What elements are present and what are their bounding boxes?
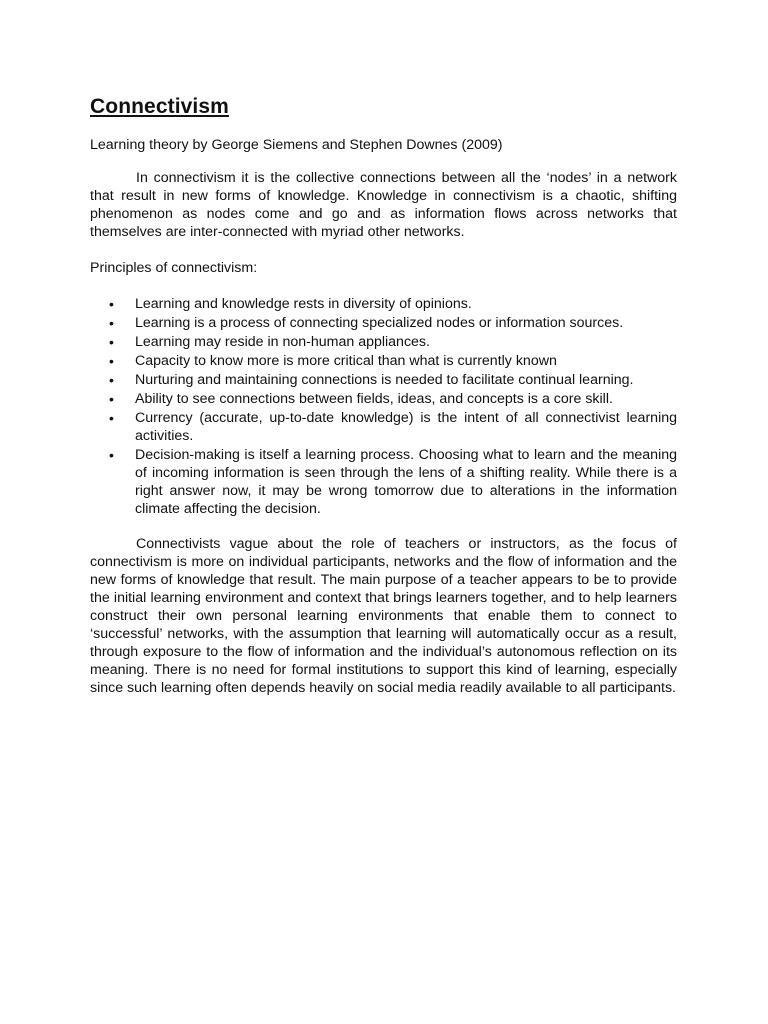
principle-item	[90, 314, 677, 332]
principles-list	[90, 295, 677, 518]
principle-text: Capacity to know more is more critical than what is currently known	[135, 353, 557, 369]
bullet-icon: •	[109, 447, 114, 463]
principle-item	[90, 352, 677, 370]
bullet-icon: •	[109, 296, 114, 312]
closing-paragraph: Connectivists vague about the role of teachers or instructors, as the focus of connectivism is more on individual participants, networks and the flow of information and the new forms of knowledge that result. The main purpose of a teacher appears to be to provide the initial learning environment and context that brings learners together, and to help learners construct their own personal learning environments that enable them to connect to ‘successful’ networks, with the assumption that learning will automatically occur as a result, through exposure to the flow of information and the individual’s autonomous reflection on its meaning. There is no need for formal institutions to support this kind of learning, especially since such learning often depends heavily on social media readily available to all participants.	[90, 536, 677, 696]
document-body	[90, 94, 677, 697]
bullet-icon: •	[109, 372, 114, 388]
document-subtitle: Learning theory by George Siemens and Stephen Downes (2009)	[90, 137, 503, 153]
principle-text: Nurturing and maintaining connections is needed to facilitate continual learning.	[135, 372, 634, 388]
bullet-icon: •	[109, 353, 114, 369]
principle-item	[90, 295, 677, 313]
bullet-icon: •	[109, 391, 114, 407]
intro-paragraph: In connectivism it is the collective connections between all the ‘nodes’ in a network that result in new forms of knowledge. Knowledge in connectivism is a chaotic, shifting phenomenon as nodes come and go and as information flows across networks that themselves are inter-connected with myriad other networks.	[90, 170, 677, 240]
bullet-icon: •	[109, 410, 114, 426]
principle-item	[90, 333, 677, 351]
principle-text: Decision-making is itself a learning process. Choosing what to learn and the meaning of incoming information is seen through the lens of a shifting reality. While there is a right answer now, it may be wrong tomorrow due to alterations in the information climate affecting the decision.	[135, 447, 677, 517]
principle-text: Learning is a process of connecting specialized nodes or information sources.	[135, 315, 624, 331]
bullet-icon: •	[109, 334, 114, 350]
principle-item	[90, 371, 677, 389]
bullet-icon: •	[109, 315, 114, 331]
principle-text: Learning and knowledge rests in diversity of opinions.	[135, 296, 472, 312]
principle-text: Ability to see connections between fields, ideas, and concepts is a core skill.	[135, 391, 613, 407]
principle-item	[90, 390, 677, 408]
principles-heading: Principles of connectivism:	[90, 260, 258, 276]
principle-item	[90, 446, 677, 518]
principle-text: Learning may reside in non-human appliances.	[135, 334, 430, 350]
principle-text: Currency (accurate, up-to-date knowledge) is the intent of all connectivist learning activities.	[135, 410, 677, 444]
document-title: Connectivism	[90, 95, 229, 118]
principle-item	[90, 409, 677, 445]
